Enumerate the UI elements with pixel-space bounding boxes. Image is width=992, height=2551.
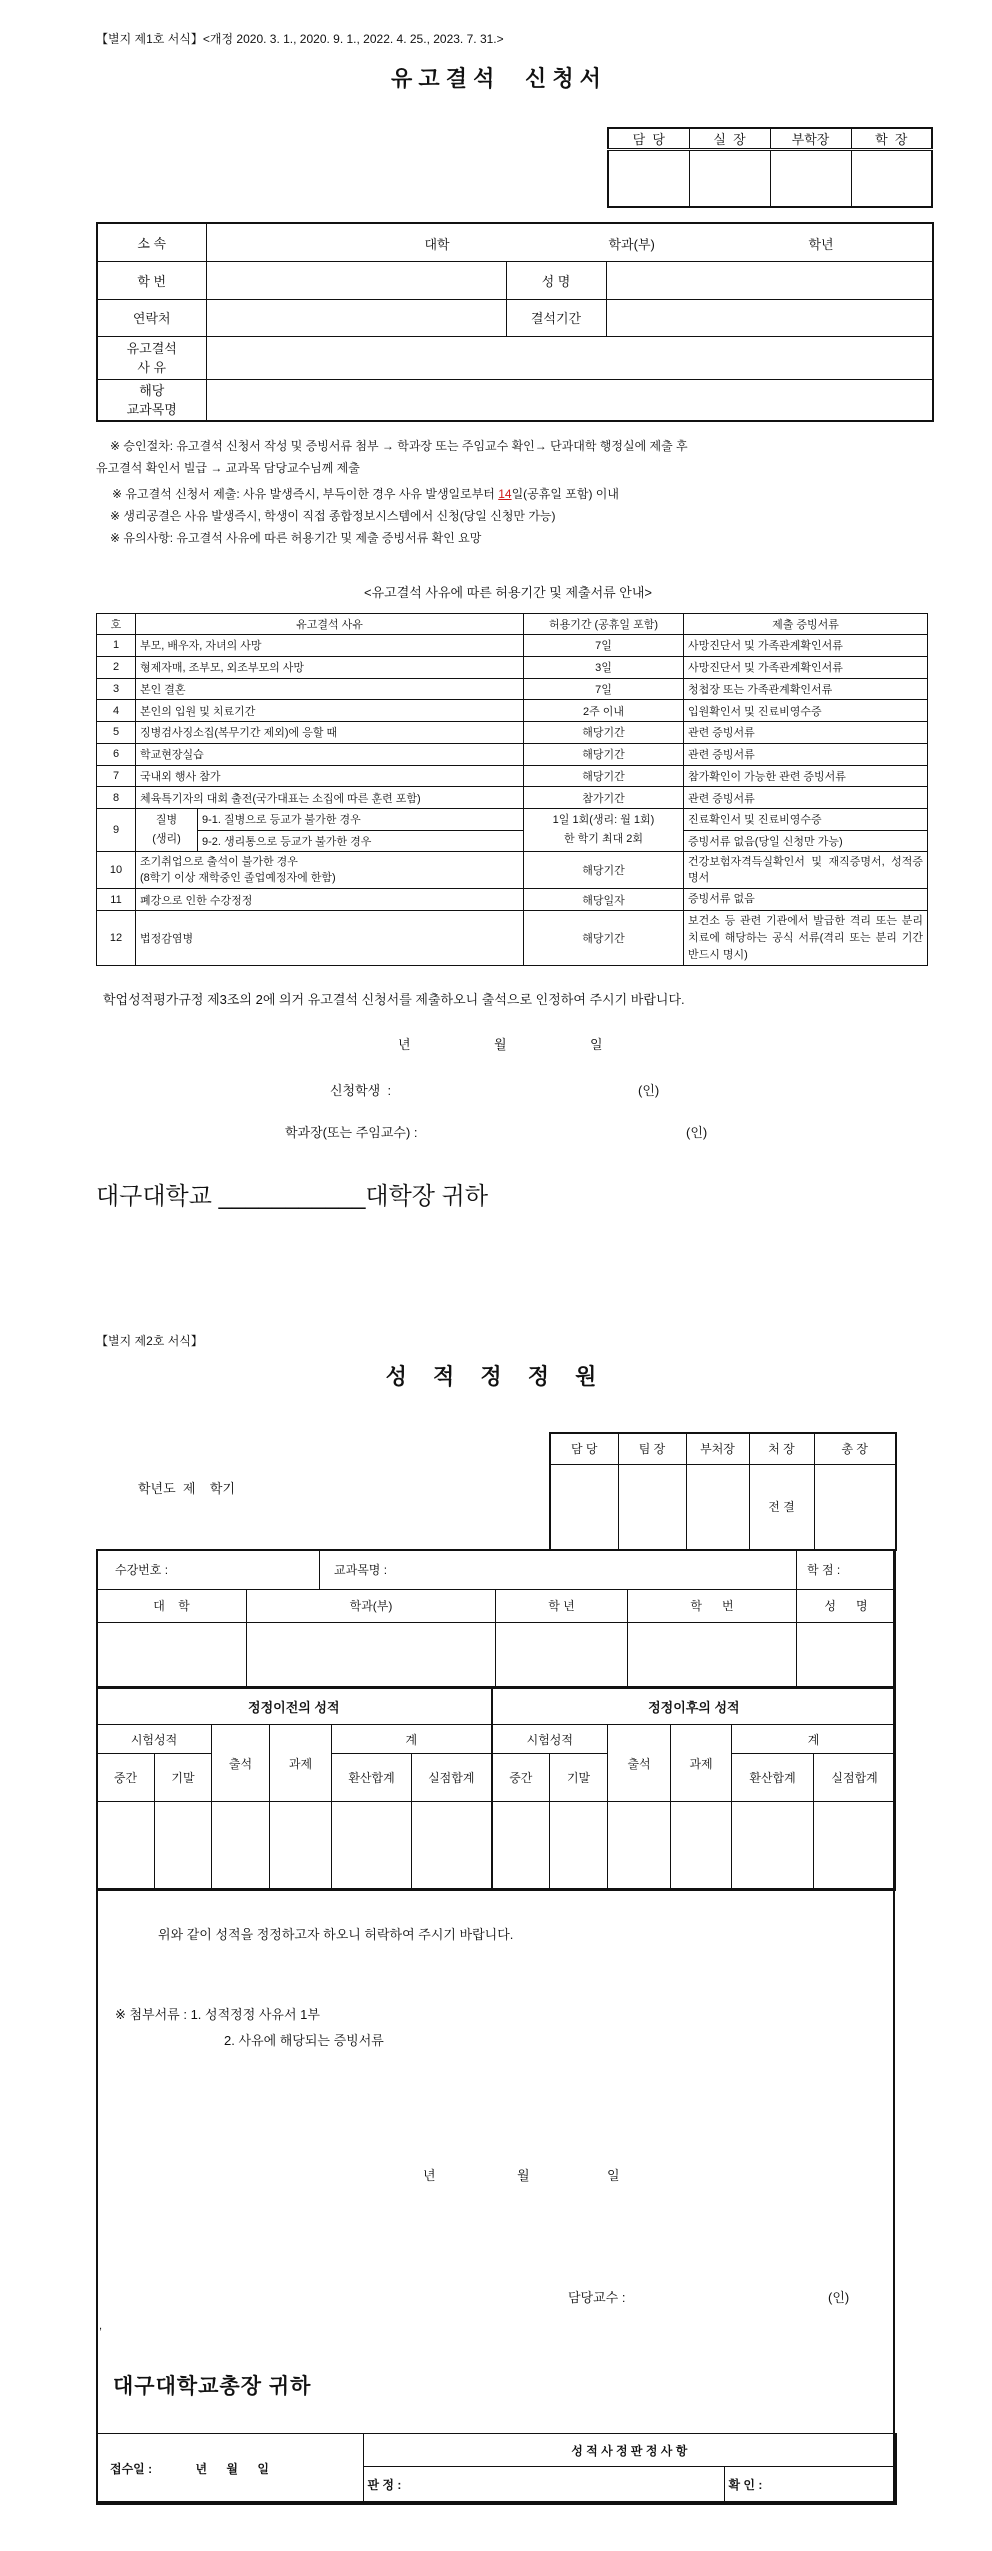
grade-input-cell[interactable] xyxy=(332,1802,412,1891)
course-name-field[interactable]: 교과목명 : xyxy=(320,1550,797,1589)
applicant-seal: (인) xyxy=(638,1083,660,1098)
period-line2: 한 학기 최대 2회 xyxy=(563,833,644,845)
applicant-label: 신청학생 : xyxy=(330,1083,392,1098)
approval-sign-cell[interactable] xyxy=(608,150,689,207)
before-converted-header: 환산합계 xyxy=(332,1754,412,1802)
row-period: 참가기간 xyxy=(524,787,684,809)
row-category xyxy=(136,809,198,852)
name-header: 성 명 xyxy=(797,1589,896,1622)
received-month: 월 xyxy=(226,2461,238,2476)
form1-date-month: 월 xyxy=(494,1037,507,1052)
after-actual-header: 실점합계 xyxy=(814,1754,896,1802)
reason-field[interactable] xyxy=(206,336,933,379)
guide-title: <유고결석 사유에 따른 허용기간 및 제출서류 안내> xyxy=(363,585,652,600)
reason-label xyxy=(97,336,206,379)
table-row xyxy=(97,889,928,911)
category-line2: (생리) xyxy=(152,833,181,845)
after-midterm-header: 중간 xyxy=(492,1754,550,1802)
approval-header-4: 총 장 xyxy=(814,1433,896,1464)
header-period: 허용기간 (공휴일 포함) xyxy=(524,614,684,635)
affiliation-field[interactable] xyxy=(206,223,933,261)
table-row xyxy=(97,809,928,831)
row-reason: 본인의 입원 및 치료기간 xyxy=(136,700,524,722)
form1-info-table xyxy=(96,222,934,422)
after-attendance-header: 출석 xyxy=(608,1725,671,1802)
header-docs: 제출 증빙서류 xyxy=(684,614,928,635)
row-reason: 본인 결혼 xyxy=(136,678,524,700)
attachment-1: ※ 첨부서류 : 1. 성적정정 사유서 1부 xyxy=(115,2007,320,2022)
name-label: 성 명 xyxy=(506,261,606,299)
row-period: 해당기간 xyxy=(524,911,684,966)
table-row xyxy=(97,765,928,787)
student-id-field[interactable] xyxy=(628,1622,797,1687)
grade-input-cell[interactable] xyxy=(550,1802,608,1891)
department-label: 학과(부) xyxy=(608,237,655,252)
row-period: 3일 xyxy=(524,656,684,678)
note-procedure-line1: ※ 승인절차: 유고결석 신청서 작성 및 증빙서류 첨부 → 학과장 또는 주임교수 확인→ 단과대학 행정실에 제출 후 xyxy=(110,439,688,453)
department-header: 학과(부) xyxy=(247,1589,496,1622)
form1-addressee: 대구대학교 ___________대학장 귀하 xyxy=(96,1183,488,1210)
form1-approval-box xyxy=(607,127,933,208)
row-reason: 학교현장실습 xyxy=(136,743,524,765)
row-period: 해당기간 xyxy=(524,765,684,787)
row-no: 10 xyxy=(97,852,136,889)
course-label-line2: 교과목명 xyxy=(126,401,177,417)
approval-sign-cell[interactable] xyxy=(686,1464,749,1550)
student-id-field[interactable] xyxy=(206,261,506,299)
category-line1: 질병 xyxy=(155,814,178,826)
note-menstrual-leave: ※ 생리공결은 사유 발생즉시, 학생이 직접 종합정보시스템에서 신청(당일 신청만 가능) xyxy=(110,509,556,523)
college-field[interactable] xyxy=(97,1622,247,1687)
form2-date-day: 일 xyxy=(607,2168,620,2183)
row-period xyxy=(524,809,684,852)
grade-input-cell[interactable] xyxy=(270,1802,332,1891)
row-reason: 체육특기자의 대회 출전(국가대표는 소집에 따른 훈련 포함) xyxy=(136,787,524,809)
row-docs: 사망진단서 및 가족관계확인서류 xyxy=(684,656,928,678)
row-no: 7 xyxy=(97,765,136,787)
grade-input-cell[interactable] xyxy=(671,1802,732,1891)
row-subreason: 9-2. 생리통으로 등교가 불가한 경우 xyxy=(198,830,524,852)
after-exam-header: 시험성적 xyxy=(492,1725,608,1754)
header-no: 호 xyxy=(97,614,136,635)
form2-title: 성 적 정 정 원 xyxy=(385,1364,607,1389)
row-no: 9 xyxy=(97,809,136,852)
received-day: 일 xyxy=(257,2461,269,2476)
name-field[interactable] xyxy=(797,1622,896,1687)
row-period: 해당기간 xyxy=(524,722,684,744)
row-reason xyxy=(136,852,524,889)
grade-field[interactable] xyxy=(496,1622,628,1687)
table-row xyxy=(97,787,928,809)
before-exam-header: 시험성적 xyxy=(97,1725,212,1754)
received-label: 접수일 : xyxy=(110,2461,153,2476)
row-period: 2주 이내 xyxy=(524,700,684,722)
absence-period-field[interactable] xyxy=(606,299,933,336)
approval-sign-cell[interactable] xyxy=(814,1464,896,1550)
row-reason: 폐강으로 인한 수강정정 xyxy=(136,889,524,911)
after-total-header: 계 xyxy=(732,1725,896,1754)
row-period: 해당기간 xyxy=(524,852,684,889)
grade-input-cell[interactable] xyxy=(492,1802,550,1891)
approval-sign-cell[interactable] xyxy=(618,1464,686,1550)
row-no: 8 xyxy=(97,787,136,809)
row-docs: 참가확인이 가능한 관련 증빙서류 xyxy=(684,765,928,787)
confirm-field[interactable]: 확 인 : xyxy=(724,2467,896,2504)
form2-approval-box xyxy=(549,1432,897,1551)
table-row xyxy=(97,852,928,889)
college-header: 대 학 xyxy=(97,1589,247,1622)
grade-input-cell[interactable] xyxy=(155,1802,212,1891)
before-total-header: 계 xyxy=(332,1725,492,1754)
row-period: 해당기간 xyxy=(524,743,684,765)
approval-header-2: 부학장 xyxy=(770,128,851,150)
row-docs: 청첩장 또는 가족관계확인서류 xyxy=(684,678,928,700)
review-table xyxy=(96,2433,897,2505)
form2-header: 【별지 제2호 서식】 xyxy=(96,1334,203,1348)
credit-field[interactable]: 학 점 : xyxy=(797,1550,896,1589)
form1-statement: 학업성적평가규정 제3조의 2에 의거 유고결석 신청서를 제출하오니 출석으로 인정하여 주시기 바랍니다. xyxy=(103,992,685,1007)
row-period: 7일 xyxy=(524,635,684,657)
note-caution: ※ 유의사항: 유고결석 사유에 따른 허용기간 및 제출 증빙서류 확인 요망 xyxy=(110,531,482,545)
grade-table xyxy=(96,1686,896,1891)
reason-line1: 조기취업으로 출석이 불가한 경우 xyxy=(140,856,298,868)
delegated-approval-cell[interactable]: 전 결 xyxy=(749,1464,814,1550)
attachment-2: 2. 사유에 해당되는 증빙서류 xyxy=(224,2033,384,2048)
form2-date-month: 월 xyxy=(517,2168,530,2183)
course-label xyxy=(97,379,206,421)
grade-input-cell[interactable] xyxy=(212,1802,270,1891)
term-label: 학년도 제 학기 xyxy=(138,1481,236,1496)
table-row xyxy=(97,656,928,678)
row-no: 11 xyxy=(97,889,136,911)
student-id-label: 학 번 xyxy=(97,261,206,299)
row-no: 12 xyxy=(97,911,136,966)
table-row xyxy=(97,911,928,966)
before-final-header: 기말 xyxy=(155,1754,212,1802)
row-subreason: 9-1. 질병으로 등교가 불가한 경우 xyxy=(198,809,524,831)
form1-date-day: 일 xyxy=(590,1037,603,1052)
college-label: 대학 xyxy=(424,237,450,252)
reason-label-line1: 유고결석 xyxy=(126,340,177,356)
row-period: 7일 xyxy=(524,678,684,700)
after-assignment-header: 과제 xyxy=(671,1725,732,1802)
row-docs: 증빙서류 없음 xyxy=(684,889,928,911)
after-final-header: 기말 xyxy=(550,1754,608,1802)
form2-date-year: 년 xyxy=(423,2168,436,2183)
row-reason: 형제자매, 조부모, 외조부모의 사망 xyxy=(136,656,524,678)
approval-header-3: 학 장 xyxy=(851,128,932,150)
grade-input-cell[interactable] xyxy=(608,1802,671,1891)
professor-seal: (인) xyxy=(828,2290,850,2305)
approval-header-0: 담 당 xyxy=(608,128,689,150)
absence-period-label: 결석기간 xyxy=(506,299,606,336)
reason-label-line2: 사 유 xyxy=(137,359,167,375)
row-docs: 진료확인서 및 진료비영수증 xyxy=(684,809,928,831)
contact-field[interactable] xyxy=(206,299,506,336)
grade-input-cell[interactable] xyxy=(97,1802,155,1891)
stray-mark: , xyxy=(99,2320,103,2332)
divider xyxy=(96,1888,895,1891)
row-reason: 국내외 행사 참가 xyxy=(136,765,524,787)
approval-header-1: 팀 장 xyxy=(618,1433,686,1464)
after-correction-title: 정정이후의 성적 xyxy=(492,1688,896,1725)
grade-input-cell[interactable] xyxy=(412,1802,492,1891)
form2-addressee: 대구대학교총장 귀하 xyxy=(113,2375,312,2398)
approval-sign-cell[interactable] xyxy=(689,150,770,207)
received-date-field[interactable] xyxy=(97,2434,363,2504)
grade-label: 학년 xyxy=(808,237,834,252)
name-field[interactable] xyxy=(606,261,933,299)
head-seal: (인) xyxy=(686,1125,708,1140)
form2-course-table xyxy=(96,1549,896,1688)
before-midterm-header: 중간 xyxy=(97,1754,155,1802)
row-no: 4 xyxy=(97,700,136,722)
grade-header: 학 년 xyxy=(496,1589,628,1622)
before-correction-title: 정정이전의 성적 xyxy=(97,1688,492,1725)
row-no: 6 xyxy=(97,743,136,765)
header-reason: 유고결석 사유 xyxy=(136,614,524,635)
row-no: 5 xyxy=(97,722,136,744)
row-docs: 건강보험자격득실확인서 및 재직증명서, 성적증명서 xyxy=(684,852,928,889)
table-row xyxy=(97,700,928,722)
approval-header-0: 담 당 xyxy=(550,1433,618,1464)
note-procedure-line2: 유고결석 확인서 빌급 → 교과목 담당교수님께 제출 xyxy=(96,461,360,475)
course-field[interactable] xyxy=(206,379,933,421)
note-submission-suffix: 일(공휴일 포함) 이내 xyxy=(511,487,619,501)
note-submission xyxy=(112,485,619,502)
reason-line2: (8학기 이상 재학중인 졸업예정자에 한함) xyxy=(140,872,336,884)
table-row xyxy=(97,722,928,744)
decision-field[interactable]: 판 정 : xyxy=(363,2467,724,2504)
before-assignment-header: 과제 xyxy=(270,1725,332,1802)
head-label: 학과장(또는 주임교수) : xyxy=(285,1125,418,1140)
after-converted-header: 환산합계 xyxy=(732,1754,814,1802)
affiliation-label: 소 속 xyxy=(97,223,206,261)
professor-label: 담당교수 : xyxy=(568,2290,626,2305)
before-actual-header: 실점합계 xyxy=(412,1754,492,1802)
student-id-header: 학 번 xyxy=(628,1589,797,1622)
row-no: 3 xyxy=(97,678,136,700)
row-docs: 보건소 등 관련 기관에서 발급한 격리 또는 분리 치료에 해당하는 공식 서류(격리 또는 분리 기간 반드시 명시) xyxy=(684,911,928,966)
note-submission-text: ※ 유고결석 신청서 제출: 사유 발생즉시, 부득이한 경우 사유 발생일로부터 xyxy=(112,487,499,501)
row-docs: 관련 증빙서류 xyxy=(684,722,928,744)
table-row xyxy=(97,678,928,700)
received-year: 년 xyxy=(195,2461,208,2476)
approval-sign-cell[interactable] xyxy=(851,150,932,207)
department-field[interactable] xyxy=(247,1622,496,1687)
course-label-line1: 해당 xyxy=(139,382,165,398)
period-line1: 1일 1회(생리: 월 1회) xyxy=(552,814,655,826)
approval-header-1: 실 장 xyxy=(689,128,770,150)
course-no-field[interactable]: 수강번호 : xyxy=(97,1550,320,1589)
review-title: 성 적 사 정 판 정 사 항 xyxy=(363,2434,896,2467)
row-reason: 징병검사징소집(복무기간 제외)에 응할 때 xyxy=(136,722,524,744)
row-no: 1 xyxy=(97,635,136,657)
table-row xyxy=(97,830,928,852)
row-docs: 입원확인서 및 진료비영수증 xyxy=(684,700,928,722)
row-period: 해당일자 xyxy=(524,889,684,911)
row-no: 2 xyxy=(97,656,136,678)
contact-label: 연락처 xyxy=(97,299,206,336)
guide-table xyxy=(96,613,928,966)
form1-date-year: 년 xyxy=(398,1037,411,1052)
form1-title: 유 고 결 석 신 청 서 xyxy=(391,66,601,91)
correction-request: 위와 같이 성적을 정정하고자 하오니 허락하여 주시기 바랍니다. xyxy=(158,1927,514,1942)
row-docs: 관련 증빙서류 xyxy=(684,787,928,809)
row-docs: 사망진단서 및 가족관계확인서류 xyxy=(684,635,928,657)
approval-sign-cell[interactable] xyxy=(770,150,851,207)
table-row xyxy=(97,614,928,635)
before-attendance-header: 출석 xyxy=(212,1725,270,1802)
note-submission-days: 14 xyxy=(498,487,512,501)
row-reason: 부모, 배우자, 자녀의 사망 xyxy=(136,635,524,657)
approval-sign-cell[interactable] xyxy=(550,1464,618,1550)
approval-header-2: 부처장 xyxy=(686,1433,749,1464)
grade-input-cell[interactable] xyxy=(814,1802,896,1891)
row-reason: 법정감염병 xyxy=(136,911,524,966)
table-row xyxy=(97,635,928,657)
form1-header: 【별지 제1호 서식】<개정 2020. 3. 1., 2020. 9. 1., 2022. 4. 25., 2023. 7. 31.> xyxy=(96,32,504,46)
row-docs: 관련 증빙서류 xyxy=(684,743,928,765)
grade-input-cell[interactable] xyxy=(732,1802,814,1891)
approval-header-3: 처 장 xyxy=(749,1433,814,1464)
table-row xyxy=(97,743,928,765)
row-docs: 증빙서류 없음(당일 신청만 가능) xyxy=(684,830,928,852)
